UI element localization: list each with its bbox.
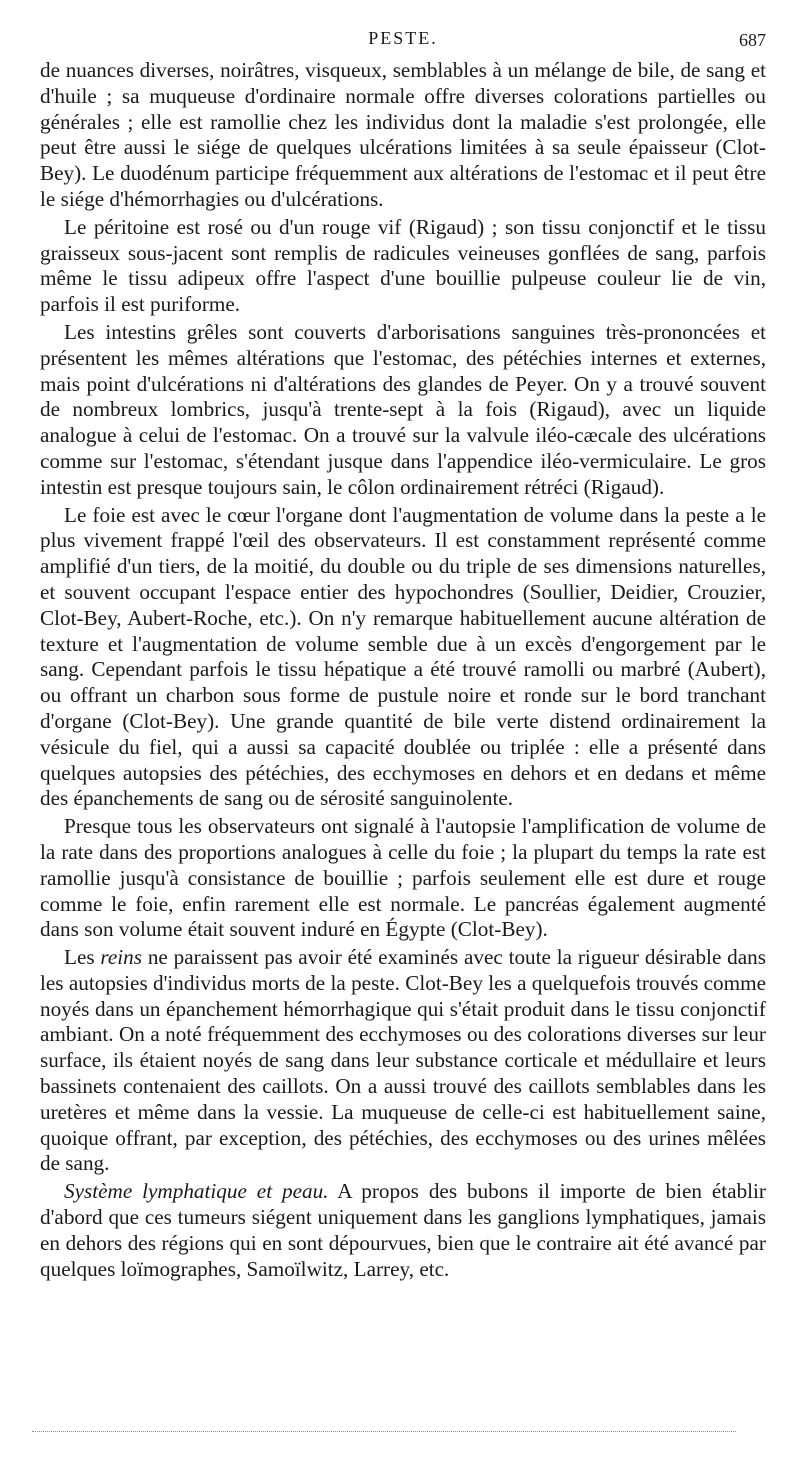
lymphatic-heading: Système lymphatique et peau. — [64, 1179, 329, 1204]
body-text — [40, 58, 766, 1282]
paragraph-lymphatic-system — [40, 1179, 766, 1282]
paragraph-spleen: Presque tous les observateurs ont signalé à l'autopsie l'amplification de volume de la rate dans des proportions analogues à celle du foie ; la plupart du temps la rate est ramollie jusqu'à consistance de bouillie ; parfois seulement elle est dure et rouge comme le foie, enfin rarement elle est normale. Le pancréas également augmenté dans son volume était souvent induré en Égypte (Clot-Bey). — [40, 814, 766, 942]
kidneys-lead: Les — [64, 945, 101, 970]
page-header — [40, 28, 766, 58]
paragraph-liver: Le foie est avec le cœur l'organe dont l'augmentation de volume dans la peste a le plus vivement frappé l'œil des observateurs. Il est constamment représenté comme amplifié d'un tiers, de la moitié, du double ou du triple de ses dimensions naturelles, et souvent occupant l'espace entier des hypochondres (Soullier, Deidier, Crouzier, Clot-Bey, Aubert-Roche, etc.). On n'y remarque habituellement aucune altération de texture et l'augmentation de volume semble due à un excès d'engorgement par le sang. Cependant parfois le tissu hépatique a été trouvé ramolli ou marbré (Aubert), ou offrant un charbon sous forme de pustule noire et ronde sur le bord tranchant d'organe (Clot-Bey). Une grande quantité de bile verte distend ordinairement la vésicule du fiel, qui a aussi sa capacité doublée ou triplée : elle a présenté dans quelques autopsies des pétéchies, des ecchymoses en dehors et en dedans et même des épanchements de sang ou de sérosité sanguinolente. — [40, 502, 766, 811]
kidneys-italic-term: reins — [100, 945, 143, 970]
paragraph-peritoneum: Le péritoine est rosé ou d'un rouge vif (Rigaud) ; son tissu conjonctif et le tissu graisseux sous-jacent sont remplis de radicules veineuses gonflées de sang, parfois même le tissu adipeux offre l'aspect d'une bouillie pulpeuse couleur lie de vin, parfois il est puriforme. — [40, 214, 766, 317]
running-title: PESTE. — [368, 28, 438, 48]
lymphatic-text: A propos des bubons il importe de bien établir d'abord que ces tumeurs siégent uniquement dans les ganglions lymphatiques, jamais en dehors des régions qui en sont dépourvues, bien que le contraire ait été avancé par quelques loïmographes, Samoïlwitz, Larrey, etc. — [40, 1179, 766, 1281]
book-page — [40, 28, 766, 1282]
footer-dotted-rule — [32, 1431, 736, 1432]
kidneys-text: ne paraissent pas avoir été examinés avec toute la rigueur désirable dans les autopsies d'individus morts de la peste. Clot-Bey les a quelquefois trouvés comme noyés dans un épanchement hémorrhagique qui s'était produit dans le tissu conjonctif ambiant. On a noté fréquemment des ecchymoses ou des colorations diverses sur leur surface, ils étaient noyés de sang dans leur substance corticale et médullaire et leurs bassinets contenaient des caillots. On a aussi trouvé des caillots semblables dans les uretères et même dans la vessie. La muqueuse de celle-ci est habituellement saine, quoique offrant, par exception, des pétéchies, des ecchymoses ou des urines mêlées de sang. — [40, 945, 767, 1176]
page-number: 687 — [739, 30, 766, 50]
paragraph-stomach-continued: de nuances diverses, noirâtres, visqueux, semblables à un mélange de bile, de sang et d'huile ; sa muqueuse d'ordinaire normale offre diverses colorations partielles ou générales ; elle est ramollie chez les individus dont la maladie s'est prolongée, elle peut être aussi le siége de quelques ulcérations limitées à sa seule épaisseur (Clot-Bey). Le duodénum participe fréquemment aux altérations de l'estomac et il peut être le siége d'hémorrhagies ou d'ulcérations. — [40, 58, 766, 211]
paragraph-kidneys — [40, 945, 766, 1177]
paragraph-intestines: Les intestins grêles sont couverts d'arborisations sanguines très-prononcées et présentent les mêmes altérations que l'estomac, des pétéchies internes et externes, mais point d'ulcérations ni d'altérations des glandes de Peyer. On y a trouvé souvent de nombreux lombrics, jusqu'à trente-sept à la fois (Rigaud), avec un liquide analogue à celui de l'estomac. On a trouvé sur la valvule iléo-cæcale des ulcérations comme sur l'estomac, s'étendant jusque dans l'appendice iléo-vermiculaire. Le gros intestin est presque toujours sain, le côlon ordinairement rétréci (Rigaud). — [40, 319, 766, 499]
